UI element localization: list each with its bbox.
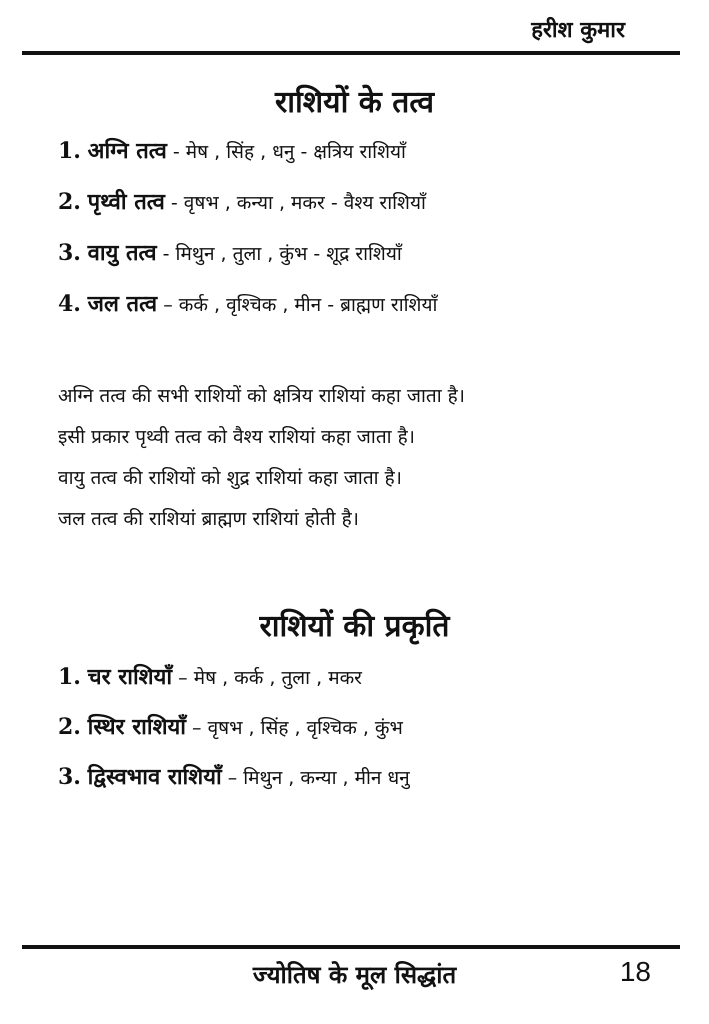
item-number: 4. <box>58 291 81 317</box>
elements-explanation <box>58 376 465 540</box>
item-description: वृषभ , कन्या , मकर - वैश्य राशियाँ <box>183 192 426 214</box>
item-term: जल तत्व <box>87 292 158 317</box>
list-item <box>58 240 437 291</box>
section-title-nature: राशियों की प्रकृति <box>259 609 450 644</box>
list-item <box>58 138 437 189</box>
item-number: 3. <box>58 240 81 266</box>
list-item <box>58 714 410 764</box>
paragraph-line: अग्नि तत्व की सभी राशियों को क्षत्रिय राशियां कहा जाता है। <box>58 385 465 407</box>
item-number: 3. <box>58 764 81 790</box>
header-divider <box>22 51 680 55</box>
item-term: स्थिर राशियाँ <box>87 715 186 740</box>
item-separator: - <box>164 192 184 214</box>
item-number: 1. <box>58 664 81 690</box>
list-item <box>58 764 410 814</box>
nature-list <box>58 664 410 814</box>
item-number: 2. <box>58 189 81 215</box>
book-title: ज्योतिष के मूल सिद्धांत <box>252 961 457 989</box>
item-description: मिथुन , तुला , कुंभ - शूद्र राशियाँ <box>175 243 402 265</box>
item-separator: – <box>172 667 194 689</box>
item-term: द्विस्वभाव राशियाँ <box>87 765 222 790</box>
item-separator: - <box>156 243 176 265</box>
item-number: 1. <box>58 138 81 164</box>
item-description: कर्क , वृश्चिक , मीन - ब्राह्मण राशियाँ <box>178 294 438 316</box>
item-term: पृथ्वी तत्व <box>87 190 165 215</box>
item-term: अग्नि तत्व <box>87 139 167 164</box>
item-description: मिथुन , कन्या , मीन धनु <box>243 767 410 789</box>
item-number: 2. <box>58 714 81 740</box>
item-term: चर राशियाँ <box>87 665 173 690</box>
list-item <box>58 189 437 240</box>
item-separator: – <box>157 294 179 316</box>
paragraph-line: वायु तत्व की राशियों को शुद्र राशियां कहा जाता है। <box>58 467 402 489</box>
item-description: मेष , सिंह , धनु - क्षत्रिय राशियाँ <box>185 141 406 163</box>
list-item <box>58 664 410 714</box>
item-separator: – <box>186 717 208 739</box>
footer-divider <box>22 945 680 949</box>
section-title-elements: राशियों के तत्व <box>274 85 435 120</box>
elements-list <box>58 138 437 342</box>
item-term: वायु तत्व <box>87 241 157 266</box>
list-item <box>58 291 437 342</box>
author-name: हरीश कुमार <box>531 18 625 43</box>
page-number: 18 <box>619 956 651 987</box>
paragraph-line: जल तत्व की राशियां ब्राह्मण राशियां होती है। <box>58 508 359 530</box>
item-description: वृषभ , सिंह , वृश्चिक , कुंभ <box>207 717 403 739</box>
item-separator: - <box>166 141 186 163</box>
item-description: मेष , कर्क , तुला , मकर <box>193 667 362 689</box>
paragraph-line: इसी प्रकार पृथ्वी तत्व को वैश्य राशियां कहा जाता है। <box>58 426 415 448</box>
item-separator: – <box>221 767 244 789</box>
